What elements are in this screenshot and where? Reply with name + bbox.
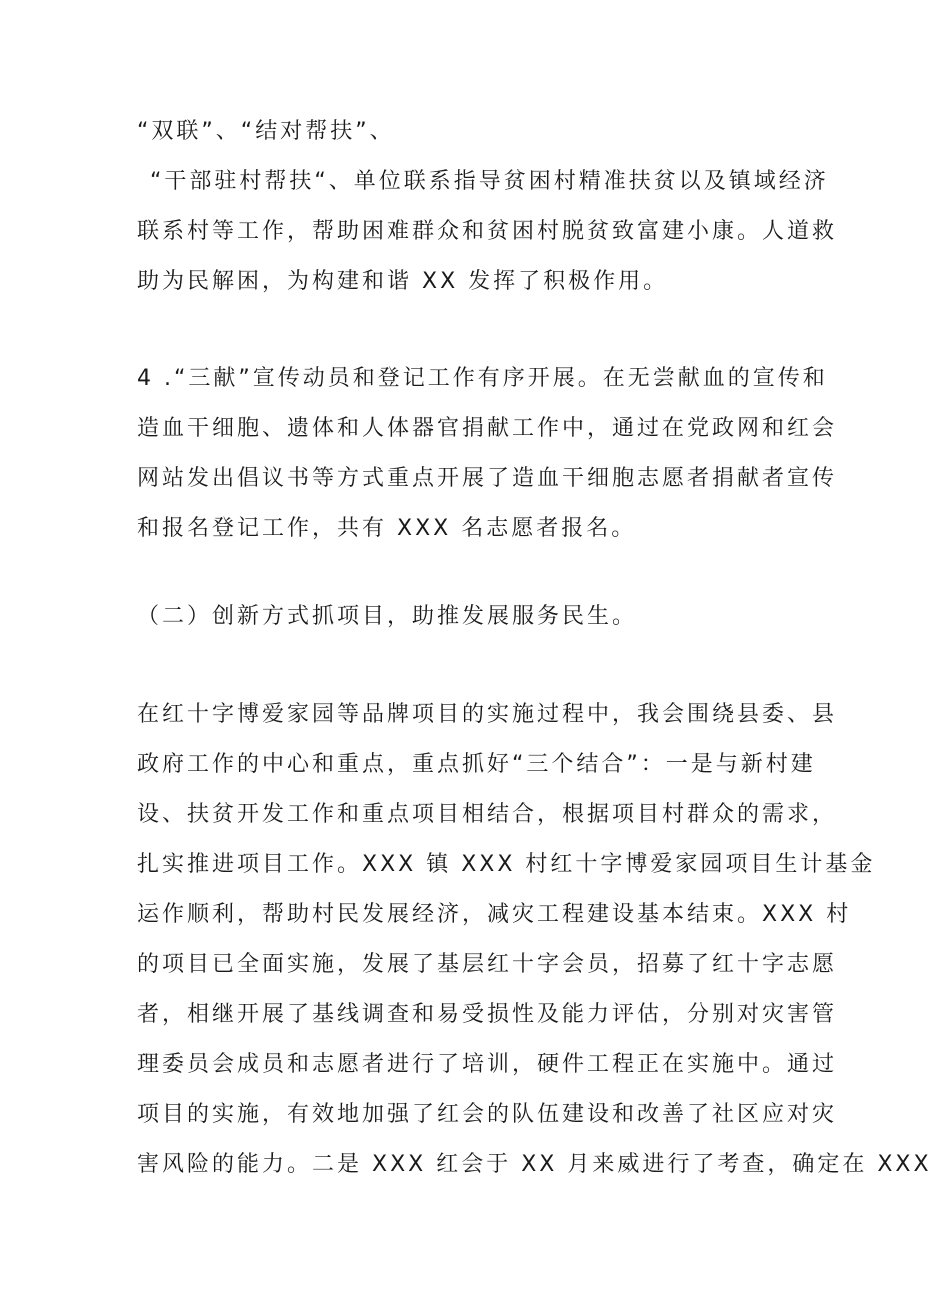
- text-line-2: “干部驻村帮扶“、单位联系指导贫困村精准扶贫以及镇域经济: [150, 169, 829, 194]
- text-line-10: 在红十字博爱家园等品牌项目的实施过程中，我会围绕县委、县: [137, 702, 838, 727]
- text-line-3: 联系村等工作，帮助困难群众和贫困村脱贫致富建小康。人道救: [137, 219, 838, 244]
- text-line-14: 运作顺利，帮助村民发展经济，减灾工程建设基本结束。XXX 村: [137, 902, 852, 927]
- text-line-18: 项目的实施，有效地加强了红会的队伍建设和改善了社区应对灾: [137, 1102, 838, 1127]
- text-line-19: 害风险的能力。二是 XXX 红会于 XX 月来威进行了考查，确定在 XXX: [137, 1152, 932, 1177]
- text-line-8: 和报名登记工作，共有 XXX 名志愿者报名。: [137, 516, 637, 541]
- text-line-17: 理委员会成员和志愿者进行了培训，硬件工程正在实施中。通过: [137, 1052, 838, 1077]
- text-line-7: 网站发出倡议书等方式重点开展了造血干细胞志愿者捐献者宣传: [137, 466, 838, 491]
- text-line-6: 造血干细胞、遗体和人体器官捐献工作中，通过在党政网和红会: [137, 416, 838, 441]
- text-line-11: 政府工作的中心和重点，重点抓好“三个结合”：一是与新村建: [137, 752, 816, 777]
- text-line-5: 4 .“三献”宣传动员和登记工作有序开展。在无尝献血的宣传和: [137, 366, 828, 391]
- text-line-13: 扎实推进项目工作。XXX 镇 XXX 村红十字博爱家园项目生计基金: [137, 852, 876, 877]
- text-line-16: 者，相继开展了基线调查和易受损性及能力评估，分别对灾害管: [137, 1002, 838, 1027]
- section-heading: （二）创新方式抓项目，助推发展服务民生。: [137, 604, 638, 629]
- text-line-15: 的项目已全面实施，发展了基层红十字会员，招募了红十字志愿: [137, 952, 838, 977]
- text-line-4: 助为民解困，为构建和谐 XX 发挥了积极作用。: [137, 269, 669, 294]
- text-line-1: “双联”、“结对帮扶”、: [137, 119, 395, 144]
- text-line-12: 设、扶贫开发工作和重点项目相结合，根据项目村群众的需求，: [137, 802, 838, 827]
